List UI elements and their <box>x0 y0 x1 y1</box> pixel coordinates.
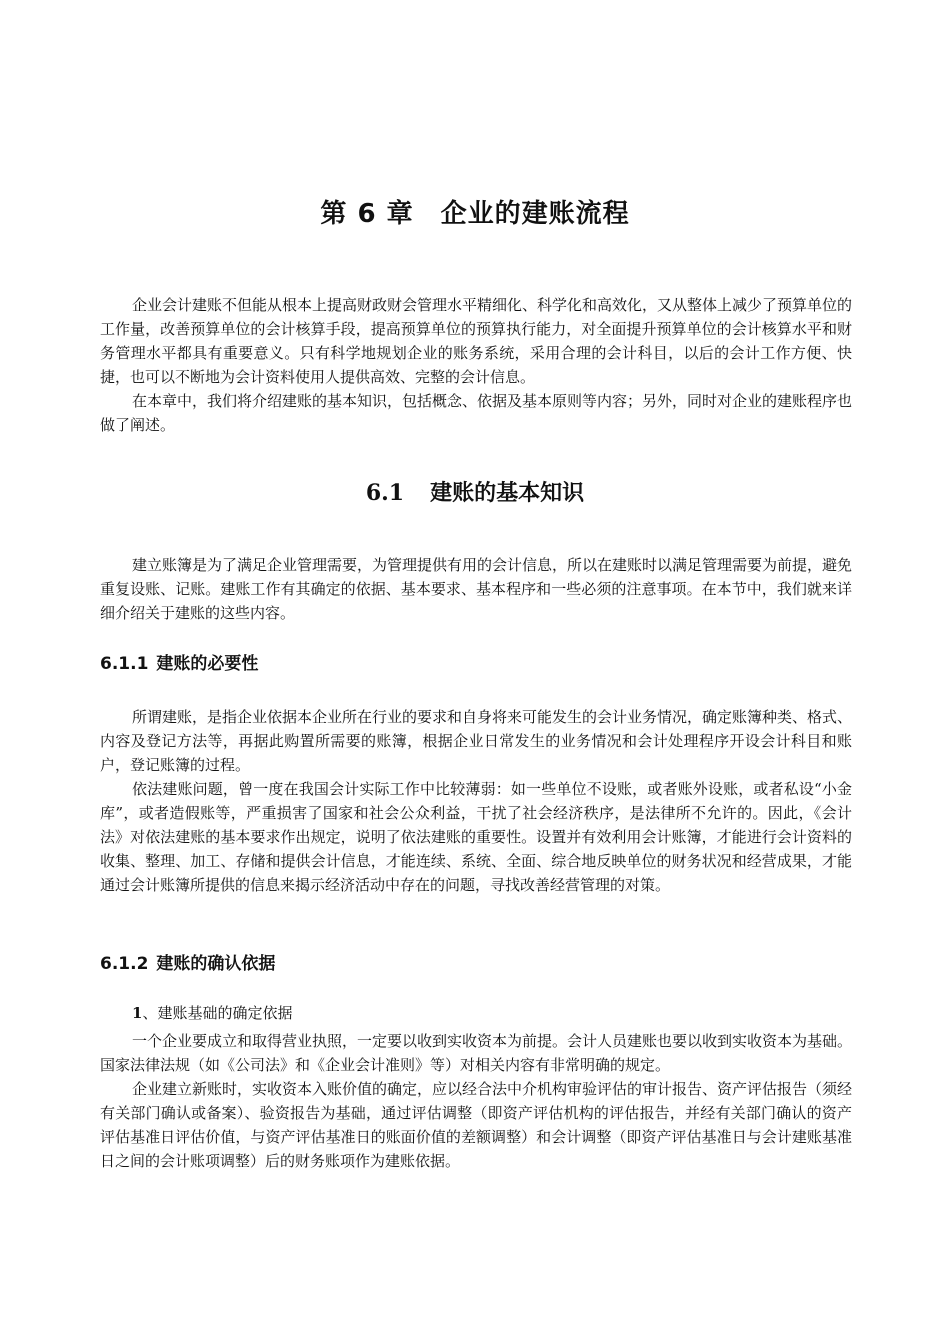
item-1-title: 、建账基础的确定依据 <box>142 1004 293 1022</box>
section-6-1-title: 建账的基本知识 <box>430 481 585 506</box>
item-1-heading <box>132 1001 292 1025</box>
section-6-1-2-number: 6.1.2 <box>100 954 149 974</box>
section-6-1-paragraph-1: 建立账簿是为了满足企业管理需要，为管理提供有用的会计信息，所以在建账时以满足管理需要为前提，避免重复设账、记账。建账工作有其确定的依据、基本要求、基本程序和一些必须的注意事项。在本节中，我们就来详细介绍关于建账的这些内容。 <box>100 556 853 622</box>
section-6-1-1-paragraph-2: 依法建账问题，曾一度在我国会计实际工作中比较薄弱：如一些单位不设账，或者账外设账，或者私设“小金库”，或者造假账等，严重损害了国家和社会公众利益，干扰了社会经济秩序，是法律所不允许的。因此，《会计法》对依法建账的基本要求作出规定，说明了依法建账的重要性。设置并有效利用会计账簿，才能进行会计资料的收集、整理、加工、存储和提供会计信息，才能连续、系统、全面、综合地反映单位的财务状况和经营成果，才能通过会计账簿所提供的信息来揭示经济活动中存在的问题，寻找改善经营管理的对策。 <box>100 780 852 894</box>
section-6-1-1-heading <box>100 649 258 674</box>
section-6-1-2-heading <box>100 949 275 974</box>
item-1-number: 1 <box>132 1004 143 1022</box>
section-6-1-1-body <box>100 705 852 897</box>
intro-paragraph-1: 企业会计建账不但能从根本上提高财政财会管理水平精细化、科学化和高效化，又从整体上减少了预算单位的工作量，改善预算单位的会计核算手段，提高预算单位的预算执行能力，对全面提升预算单位的会计核算水平和财务管理水平都具有重要意义。只有科学地规划企业的账务系统，采用合理的会计科目，以后的会计工作方便、快捷，也可以不断地为会计资料使用人提供高效、完整的会计信息。 <box>100 296 853 386</box>
section-6-1-1-number: 6.1.1 <box>100 654 149 674</box>
section-6-1-number: 6.1 <box>365 480 405 506</box>
chapter-title: 第 6 章 企业的建账流程 <box>320 199 630 229</box>
section-6-1-1-paragraph-1: 所谓建账，是指企业依据本企业所在行业的要求和自身将来可能发生的会计业务情况，确定账簿种类、格式、内容及登记方法等，再据此购置所需要的账簿，根据企业日常发生的业务情况和会计处理程序开设会计科目和账户，登记账簿的过程。 <box>100 708 853 774</box>
section-6-1-2-body <box>100 1029 852 1173</box>
section-6-1-2-paragraph-2: 企业建立新账时，实收资本入账价值的确定，应以经合法中介机构审验评估的审计报告、资产评估报告（须经有关部门确认或备案）、验资报告为基础，通过评估调整（即资产评估机构的评估报告，并经有关部门确认的资产评估基准日评估价值，与资产评估基准日的账面价值的差额调整）和会计调整（即资产评估基准日与会计建账基准日之间的会计账项调整）后的财务账项作为建账依据。 <box>100 1080 853 1170</box>
section-6-1-1-title: 建账的必要性 <box>156 654 259 674</box>
section-6-1-heading <box>0 476 950 507</box>
section-6-1-body <box>100 553 852 625</box>
chapter-intro <box>100 293 852 437</box>
section-6-1-2-paragraph-1: 一个企业要成立和取得营业执照，一定要以收到实收资本为前提。会计人员建账也要以收到实收资本为基础。国家法律法规（如《公司法》和《企业会计准则》等）对相关内容有非常明确的规定。 <box>100 1032 853 1074</box>
intro-paragraph-2: 在本章中，我们将介绍建账的基本知识，包括概念、依据及基本原则等内容；另外，同时对企业的建账程序也做了阐述。 <box>100 392 853 434</box>
section-6-1-2-title: 建账的确认依据 <box>156 954 276 974</box>
